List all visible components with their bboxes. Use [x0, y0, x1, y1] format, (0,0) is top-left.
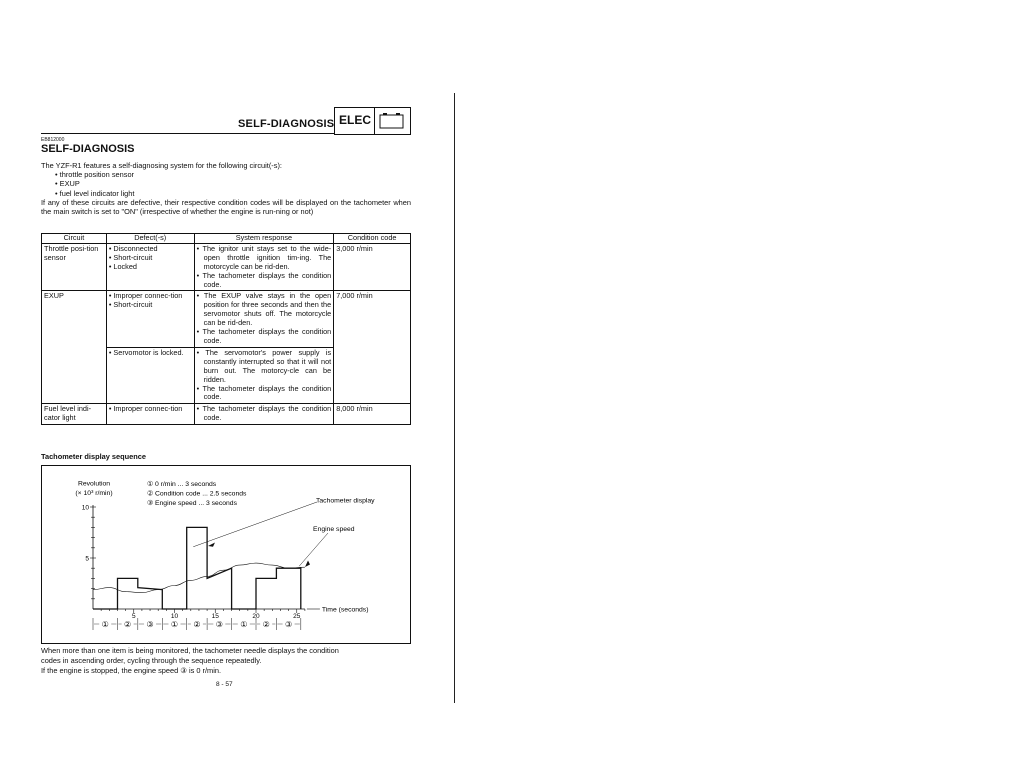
table-row: [42, 404, 411, 425]
note-line: If the engine is stopped, the engine speed ③ is 0 r/min.: [41, 666, 222, 675]
x-tick-label: 20: [252, 613, 260, 620]
list-item: • fuel level indicator light: [55, 188, 135, 198]
code-cell: 8,000 r/min: [334, 404, 411, 425]
x-tick-label: 25: [293, 613, 301, 620]
callout-arrow-tachometer: [208, 543, 215, 547]
x-tick-label: 5: [131, 613, 136, 620]
phase-label: ②: [124, 620, 132, 629]
response-cell: • The EXUP valve stays in the open position for three seconds and then the servomotor shuts off. The motorcycle can be rid-den. • The tachometer displays the condition code.: [194, 291, 334, 347]
column-header: Defect(-s): [106, 234, 194, 244]
legend-entry: ① 0 r/min ... 3 seconds: [147, 481, 217, 488]
legend-entry: ③ Engine speed ... 3 seconds: [147, 500, 237, 507]
bottom-note: [41, 646, 413, 676]
phase-label: ①: [170, 620, 179, 629]
chart-caption: Tachometer display sequence: [41, 452, 147, 461]
header-title: SELF-DIAGNOSIS: [238, 118, 335, 130]
annotation-tachometer-display: Tachometer display: [316, 497, 375, 505]
section-tab-divider: [374, 108, 375, 134]
y-axis-label: Revolution: [77, 480, 111, 488]
phase-label: ①: [240, 620, 248, 629]
page-number: 8 - 57: [216, 681, 233, 688]
callout-leader-tachometer: [193, 502, 317, 547]
table-header-row: [42, 234, 411, 244]
response-cell: • The tachometer displays the condition code.: [194, 404, 334, 425]
column-header: System response: [194, 234, 334, 244]
table-row: [42, 243, 411, 291]
defect-cell: • Servomotor is locked.: [106, 347, 194, 403]
code-cell: 7,000 r/min: [334, 291, 411, 404]
legend-entry: ② Condition code ... 2.5 seconds: [147, 490, 247, 498]
column-header: Circuit: [42, 234, 107, 244]
x-tick-label: 10: [170, 613, 179, 620]
section-tab: [334, 107, 411, 135]
defect-cell: • Improper connec-tion • Short-circuit: [106, 291, 194, 347]
header-rule: [41, 133, 334, 134]
intro-text: The YZF-R1 features a self-diagnosing system for the following circuit(-s):: [41, 161, 282, 170]
y-tick-label: 10: [81, 504, 89, 512]
annotation-engine-speed: Engine speed: [313, 526, 355, 533]
phase-label: ②: [193, 620, 201, 629]
phase-label: ③: [146, 620, 154, 629]
callout-leader-engine: [299, 533, 328, 566]
y-axis-unit: (× 10³ r/min): [75, 490, 113, 497]
list-item: • throttle position sensor: [55, 170, 135, 179]
circuit-cell: Throttle posi-tion sensor: [42, 243, 107, 291]
section-tab-label: ELEC: [339, 113, 372, 127]
battery-icon: [379, 112, 404, 129]
circuit-cell: EXUP: [42, 291, 107, 404]
column-header: Condition code: [334, 234, 411, 244]
circuit-list: [55, 170, 134, 198]
y-tick-label: 5: [85, 555, 89, 563]
code-cell: 3,000 r/min: [334, 243, 411, 291]
table-row: [42, 291, 411, 347]
series-tachometer-display: [93, 527, 301, 609]
section-title: SELF-DIAGNOSIS: [41, 143, 135, 155]
x-axis-label: Time (seconds): [321, 606, 369, 614]
tachometer-chart: [42, 466, 410, 643]
callout-arrow-engine: [305, 561, 310, 568]
response-cell: • The ignitor unit stays set to the wide-open throttle ignition tim-ing. The motorcycle can be rid-den. • The tachometer displays the condition code.: [194, 243, 334, 291]
response-cell: • The servomotor's power supply is constantly interrupted so that it will not burn out. The motorcy-cle can be ridden. • The tachometer displays the condition code.: [194, 347, 334, 403]
phase-label: ③: [215, 620, 223, 629]
phase-label: ③: [285, 620, 293, 629]
list-item: • EXUP: [55, 179, 80, 189]
phase-label: ①: [101, 620, 109, 629]
note-line: codes in ascending order, cycling through the sequence repeatedly.: [41, 656, 262, 665]
x-tick-label: 15: [211, 613, 219, 620]
page-divider: [454, 93, 455, 703]
phase-label: ②: [262, 620, 270, 629]
defect-cell: • Disconnected • Short-circuit • Locked: [106, 243, 194, 291]
note-line: When more than one item is being monitored, the tachometer needle displays the condition: [41, 646, 339, 655]
diagnosis-table: [41, 233, 411, 425]
defect-cell: • Improper connec-tion: [106, 404, 194, 425]
chart-frame: [41, 465, 411, 644]
circuit-cell: Fuel level indi-cator light: [42, 404, 107, 425]
document-code: EB812000: [41, 137, 65, 143]
condition-paragraph: If any of these circuits are defective, their respective condition codes will be displayed on the tachometer when the main switch is set to "ON" (irrespective of whether the engine is run-ning or not): [41, 198, 411, 217]
